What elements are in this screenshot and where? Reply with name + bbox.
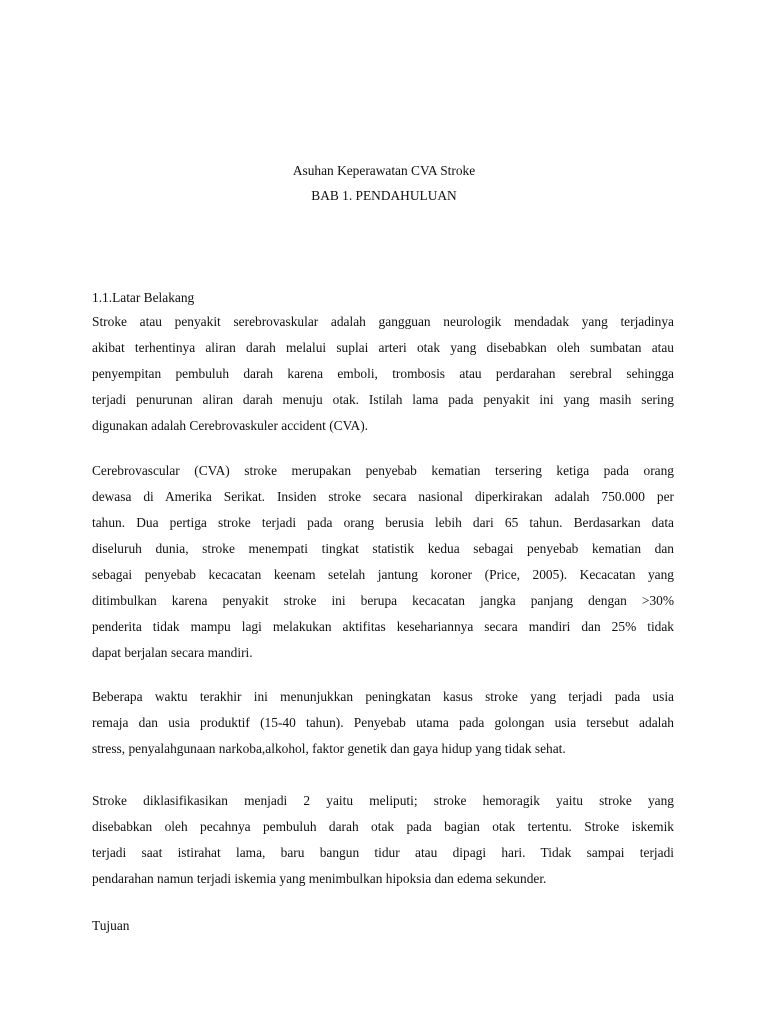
paragraph-line: dapat berjalan secara mandiri. (92, 645, 253, 660)
document-title: Asuhan Keperawatan CVA Stroke (292, 163, 476, 178)
paragraph-1 (92, 313, 674, 443)
paragraph-line: sebagai penyebab kecacatan keenam setelah jantung koroner (Price, 2005). Kecacatan yang (92, 567, 674, 582)
paragraph-line: terjadi saat istirahat lama, baru bangun tidur atau dipagi hari. Tidak sampai terjadi (92, 845, 674, 860)
paragraph-line: terjadi penurunan aliran darah menuju otak. Istilah lama pada penyakit ini yang masih sering (92, 392, 674, 407)
subheading-tujuan: Tujuan (92, 918, 130, 933)
paragraph-line: stress, penyalahgunaan narkoba,alkohol, faktor genetik dan gaya hidup yang tidak sehat. (92, 741, 566, 756)
paragraph-line: akibat terhentinya aliran darah melalui suplai arteri otak yang disebabkan oleh sumbatan atau (92, 340, 674, 355)
paragraph-line: ditimbulkan karena penyakit stroke ini berupa kecacatan jangka panjang dengan >30% (92, 593, 674, 608)
paragraph-line: dewasa di Amerika Serikat. Insiden stroke secara nasional diperkirakan adalah 750.000 per (92, 489, 674, 504)
paragraph-2 (92, 462, 674, 670)
paragraph-line: penyempitan pembuluh darah karena emboli, trombosis atau perdarahan serebral sehingga (92, 366, 674, 381)
paragraph-line: Cerebrovascular (CVA) stroke merupakan penyebab kematian tersering ketiga pada orang (92, 463, 674, 478)
paragraph-line: remaja dan usia produktif (15-40 tahun). Penyebab utama pada golongan usia tersebut adalah (92, 715, 674, 730)
paragraph-line: digunakan adalah Cerebrovaskuler accident (CVA). (92, 418, 369, 433)
paragraph-line: tahun. Dua pertiga stroke terjadi pada orang berusia lebih dari 65 tahun. Berdasarkan data (92, 515, 674, 530)
paragraph-line: diseluruh dunia, stroke menempati tingkat statistik kedua sebagai penyebab kematian dan (92, 541, 674, 556)
paragraph-line: Stroke atau penyakit serebrovaskular adalah gangguan neurologik mendadak yang terjadinya (92, 314, 674, 329)
paragraph-line: Stroke diklasifikasikan menjadi 2 yaitu meliputi; stroke hemoragik yaitu stroke yang (92, 793, 674, 808)
section-heading: 1.1.Latar Belakang (92, 290, 195, 305)
paragraph-line: penderita tidak mampu lagi melakukan aktifitas kesehariannya secara mandiri dan 25% tidak (92, 619, 674, 634)
paragraph-line: Beberapa waktu terakhir ini menunjukkan peningkatan kasus stroke yang terjadi pada usia (92, 689, 674, 704)
paragraph-4 (92, 792, 674, 896)
paragraph-3 (92, 688, 674, 766)
paragraph-line: pendarahan namun terjadi iskemia yang menimbulkan hipoksia dan edema sekunder. (92, 871, 547, 886)
paragraph-line: disebabkan oleh pecahnya pembuluh darah otak pada bagian otak tertentu. Stroke iskemik (92, 819, 674, 834)
chapter-heading: BAB 1. PENDAHULUAN (311, 188, 457, 203)
